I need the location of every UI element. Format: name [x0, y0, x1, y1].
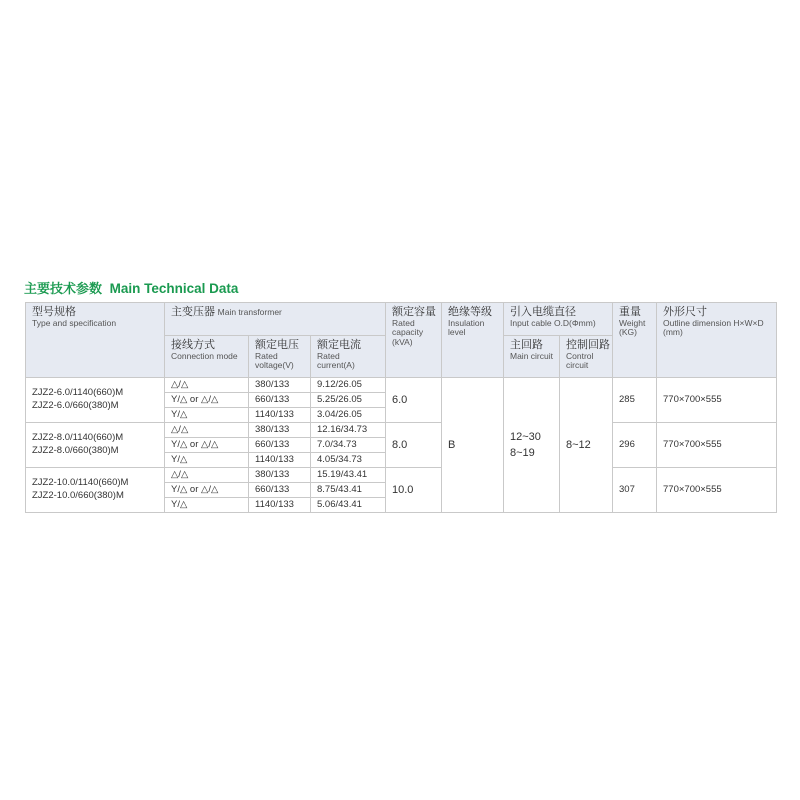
current-cell: 12.16/34.73: [311, 423, 386, 438]
section-title-en: Main Technical Data: [109, 281, 239, 296]
outline-cell: 770×700×555: [657, 423, 777, 468]
voltage-cell: 1140/133: [249, 408, 311, 423]
header-rated-current: 额定电流 Rated current(A): [311, 336, 386, 378]
voltage-cell: 1140/133: [249, 498, 311, 513]
outline-cell: 770×700×555: [657, 468, 777, 513]
voltage-cell: 660/133: [249, 393, 311, 408]
table-row: [26, 378, 777, 393]
voltage-cell: 660/133: [249, 483, 311, 498]
header-row-1: [26, 303, 777, 336]
voltage-cell: 380/133: [249, 378, 311, 393]
type-cell: ZJZ2-6.0/1140(660)M ZJZ2-6.0/660(380)M: [26, 378, 165, 423]
connection-cell: Y/△ or △/△: [165, 393, 249, 408]
header-weight: 重量 Weight (KG): [613, 303, 657, 378]
current-cell: 9.12/26.05: [311, 378, 386, 393]
weight-cell: 296: [613, 423, 657, 468]
current-cell: 8.75/43.41: [311, 483, 386, 498]
type-cell: ZJZ2-8.0/1140(660)M ZJZ2-8.0/660(380)M: [26, 423, 165, 468]
connection-cell: △/△: [165, 468, 249, 483]
weight-cell: 307: [613, 468, 657, 513]
voltage-cell: 380/133: [249, 423, 311, 438]
voltage-cell: 660/133: [249, 438, 311, 453]
header-type: 型号规格 Type and specification: [26, 303, 165, 378]
connection-cell: Y/△: [165, 498, 249, 513]
outline-cell: 770×700×555: [657, 378, 777, 423]
connection-cell: Y/△: [165, 408, 249, 423]
header-connection: 接线方式 Connection mode: [165, 336, 249, 378]
header-outline: 外形尺寸 Outline dimension H×W×D (mm): [657, 303, 777, 378]
header-input-cable: 引入电缆直径 Input cable O.D(Φmm): [504, 303, 613, 336]
insulation-cell: B: [442, 378, 504, 513]
weight-cell: 285: [613, 378, 657, 423]
current-cell: 5.06/43.41: [311, 498, 386, 513]
main-circuit-cell: 12~30 8~19: [504, 378, 560, 513]
header-rated-capacity: 额定容量 Rated capacity (kVA): [386, 303, 442, 378]
voltage-cell: 380/133: [249, 468, 311, 483]
capacity-cell: 6.0: [386, 378, 442, 423]
table-row: [26, 468, 777, 483]
capacity-cell: 10.0: [386, 468, 442, 513]
table-row: [26, 423, 777, 438]
connection-cell: Y/△ or △/△: [165, 438, 249, 453]
voltage-cell: 1140/133: [249, 453, 311, 468]
current-cell: 3.04/26.05: [311, 408, 386, 423]
connection-cell: Y/△: [165, 453, 249, 468]
section-title-zh: 主要技术参数: [24, 281, 103, 296]
header-main-circuit: 主回路 Main circuit: [504, 336, 560, 378]
current-cell: 15.19/43.41: [311, 468, 386, 483]
current-cell: 5.25/26.05: [311, 393, 386, 408]
header-control-circuit: 控制回路 Control circuit: [560, 336, 613, 378]
control-circuit-cell: 8~12: [560, 378, 613, 513]
connection-cell: Y/△ or △/△: [165, 483, 249, 498]
header-main-transformer: 主变压器 Main transformer: [165, 303, 386, 336]
header-rated-voltage: 额定电压 Rated voltage(V): [249, 336, 311, 378]
connection-cell: △/△: [165, 378, 249, 393]
current-cell: 7.0/34.73: [311, 438, 386, 453]
connection-cell: △/△: [165, 423, 249, 438]
section-title: [24, 278, 238, 297]
technical-data-table: [25, 302, 777, 513]
current-cell: 4.05/34.73: [311, 453, 386, 468]
capacity-cell: 8.0: [386, 423, 442, 468]
header-insulation: 绝缘等级 Insulation level: [442, 303, 504, 378]
type-cell: ZJZ2-10.0/1140(660)M ZJZ2-10.0/660(380)M: [26, 468, 165, 513]
